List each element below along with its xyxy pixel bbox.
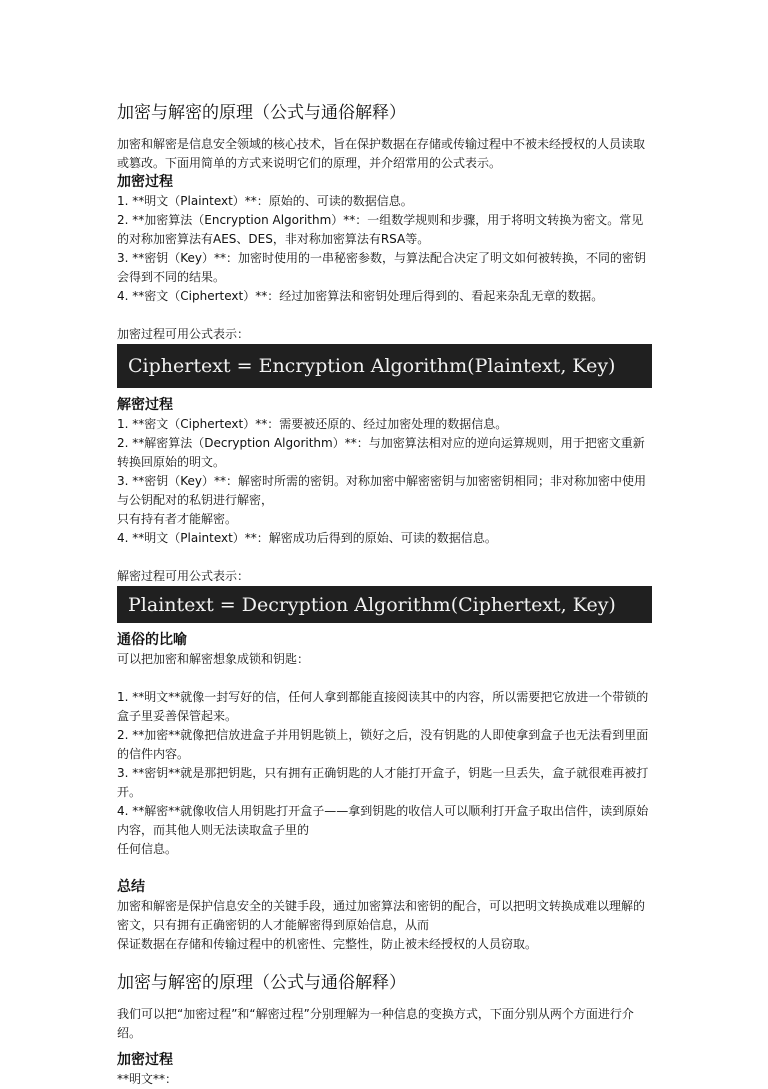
analogy-item: 2. **加密**就像把信放进盒子并用钥匙锁上，锁好之后，没有钥匙的人即使拿到盒子也无法看到里面的信件内容。 bbox=[117, 728, 649, 761]
decryption-heading: 解密过程 bbox=[117, 397, 173, 413]
decryption-item: 1. **密文（Ciphertext）**：需要被还原的、经过加密处理的数据信息。 bbox=[117, 417, 508, 431]
analogy-item: 4. **解密**就像收信人用钥匙打开盒子——拿到钥匙的收信人可以顺利打开盒子取出信件，读到原始内容，而其他人则无法读取盒子里的 bbox=[117, 804, 649, 837]
encryption-item: 2. **加密算法（Encryption Algorithm）**：一组数学规则和步骤，用于将明文转换为密文。常见的对称加密算法有AES、DES，非对称加密算法有RSA等。 bbox=[117, 213, 644, 246]
encryption-formula-caption: 加密过程可用公式表示： bbox=[117, 327, 250, 341]
encryption-heading: 加密过程 bbox=[117, 174, 173, 190]
summary-heading: 总结 bbox=[117, 879, 145, 895]
section-title: 加密与解密的原理（公式与通俗解释） bbox=[117, 973, 406, 993]
section-title: 加密与解密的原理（公式与通俗解释） bbox=[117, 103, 406, 123]
analogy-heading: 通俗的比喻 bbox=[117, 632, 187, 648]
analogy-item: 3. **密钥**就是那把钥匙，只有拥有正确钥匙的人才能打开盒子，钥匙一旦丢失，盒子就很难再被打开。 bbox=[117, 766, 649, 799]
intro-paragraph: 我们可以把“加密过程”和“解密过程”分别理解为一种信息的变换方式，下面分别从两个方面进行介绍。 bbox=[117, 1007, 634, 1040]
document-content bbox=[117, 103, 652, 1089]
decryption-item: 3. **密钥（Key）**：解密时所需的密钥。对称加密中解密密钥与加密密钥相同；非对称加密中使用与公钥配对的私钥进行解密， bbox=[117, 474, 647, 507]
decryption-item-continued: 只有持有者才能解密。 bbox=[117, 512, 238, 526]
summary-text: 加密和解密是保护信息安全的关键手段，通过加密算法和密钥的配合，可以把明文转换成难以理解的密文，只有拥有正确密钥的人才能解密得到原始信息，从而 bbox=[117, 899, 646, 932]
decryption-formula-caption: 解密过程可用公式表示： bbox=[117, 569, 250, 583]
encryption-item: **明文**： bbox=[117, 1072, 178, 1086]
encryption-item: 1. **明文（Plaintext）**：原始的、可读的数据信息。 bbox=[117, 194, 413, 208]
encryption-item: 3. **密钥（Key）**：加密时使用的一串秘密参数，与算法配合决定了明文如何被转换，不同的密钥会得到不同的结果。 bbox=[117, 251, 647, 284]
intro-paragraph: 加密和解密是信息安全领域的核心技术，旨在保护数据在存储或传输过程中不被未经授权的人员读取或篡改。下面用简单的方式来说明它们的原理，并介绍常用的公式表示。 bbox=[117, 137, 646, 170]
summary-text: 保证数据在存储和传输过程中的机密性、完整性，防止被未经授权的人员窃取。 bbox=[117, 937, 538, 951]
analogy-item-continued: 任何信息。 bbox=[117, 842, 178, 856]
analogy-lead: 可以把加密和解密想象成锁和钥匙： bbox=[117, 652, 310, 666]
analogy-item: 1. **明文**就像一封写好的信，任何人拿到都能直接阅读其中的内容，所以需要把它放进一个带锁的盒子里妥善保管起来。 bbox=[117, 690, 649, 723]
decryption-formula: Plaintext = Decryption Algorithm(Ciphertext, Key) bbox=[117, 586, 652, 623]
encryption-heading: 加密过程 bbox=[117, 1052, 173, 1068]
decryption-item: 4. **明文（Plaintext）**：解密成功后得到的原始、可读的数据信息。 bbox=[117, 531, 497, 545]
decryption-item: 2. **解密算法（Decryption Algorithm）**：与加密算法相对应的逆向运算规则，用于把密文重新转换回原始的明文。 bbox=[117, 436, 645, 469]
encryption-item: 4. **密文（Ciphertext）**：经过加密算法和密钥处理后得到的、看起来杂乱无章的数据。 bbox=[117, 289, 604, 303]
encryption-formula: Ciphertext = Encryption Algorithm(Plaintext, Key) bbox=[117, 344, 652, 388]
